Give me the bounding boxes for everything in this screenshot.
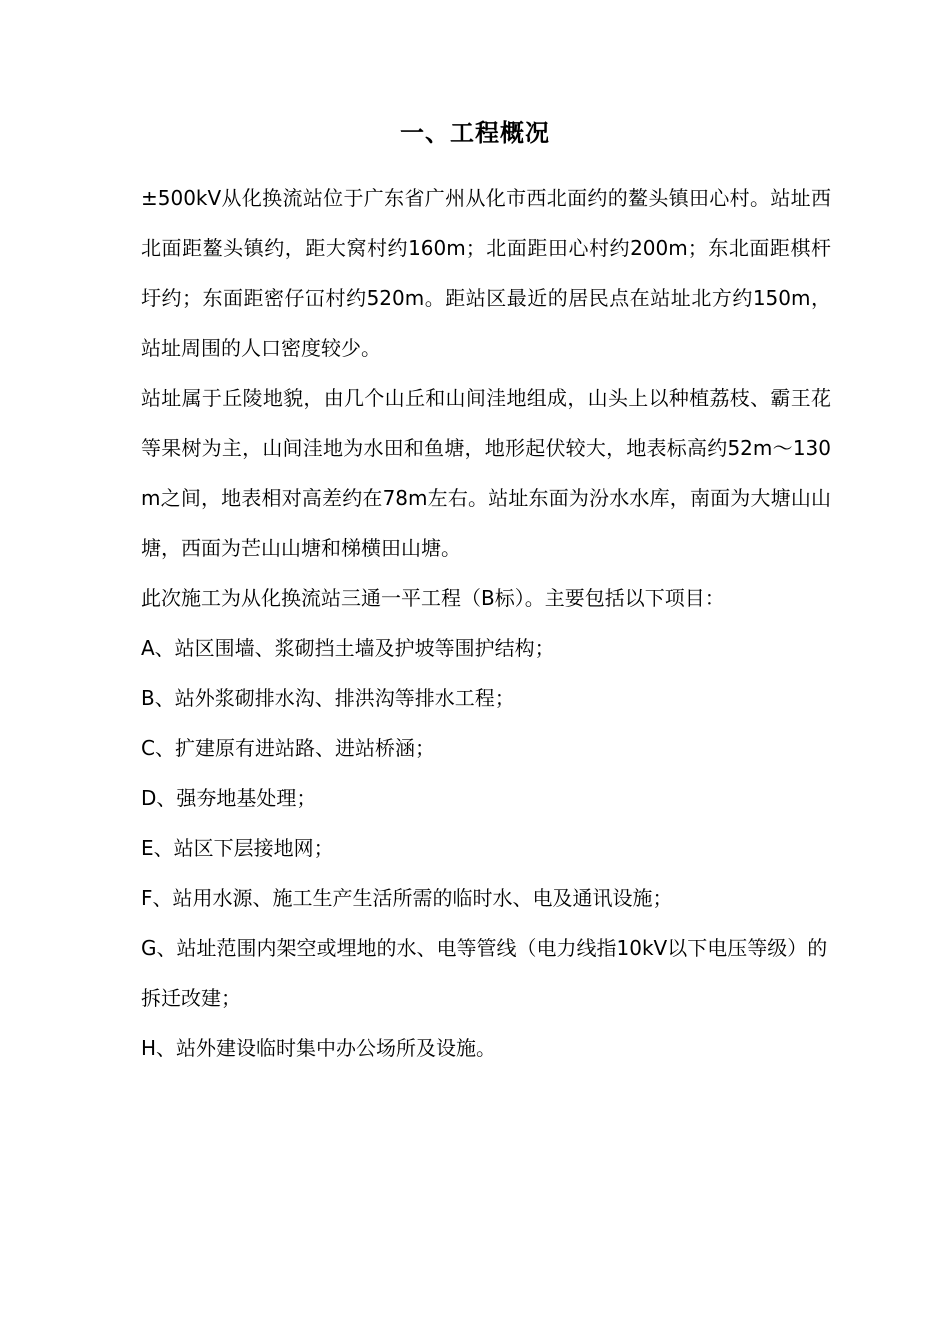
list-item: E、站区下层接地网；	[141, 836, 334, 860]
list-item: B、站外浆砌排水沟、排洪沟等排水工程；	[141, 686, 515, 710]
list-item: F、站用水源、施工生产生活所需的临时水、电及通讯设施；	[141, 886, 673, 910]
list-item: D、强夯地基处理；	[141, 786, 317, 810]
paragraph-terrain: 站址属于丘陵地貌，由几个山丘和山间洼地组成，山头上以种植荔枝、霸王花等果树为主，山间洼地为水田和鱼塘，地形起伏较大，地表标高约52m～130m之间，地表相对高差约在78m左右。站址东面为汾水水库，南面为大塘山山塘，西面为芒山山塘和梯横田山塘。	[141, 386, 831, 560]
list-item: A、站区围墙、浆砌挡土墙及护坡等围护结构；	[141, 636, 555, 660]
list-item: C、扩建原有进站路、进站桥涵；	[141, 736, 435, 760]
list-item: G、站址范围内架空或埋地的水、电等管线（电力线指10kV以下电压等级）的拆迁改建；	[141, 936, 828, 1010]
section-title: 一、工程概况	[400, 119, 550, 147]
document-body	[141, 173, 831, 1073]
paragraph-location: ±500kV从化换流站位于广东省广州从化市西北面约的鳌头镇田心村。站址西北面距鳌头镇约，距大窝村约160m；北面距田心村约200m；东北面距棋杆圩约；东面距密仔冚村约520m。距站区最近的居民点在站址北方约150m，站址周围的人口密度较少。	[141, 186, 831, 360]
list-item: H、站外建设临时集中办公场所及设施。	[141, 1036, 497, 1060]
paragraph-scope-intro: 此次施工为从化换流站三通一平工程（B标）。主要包括以下项目：	[141, 586, 725, 610]
